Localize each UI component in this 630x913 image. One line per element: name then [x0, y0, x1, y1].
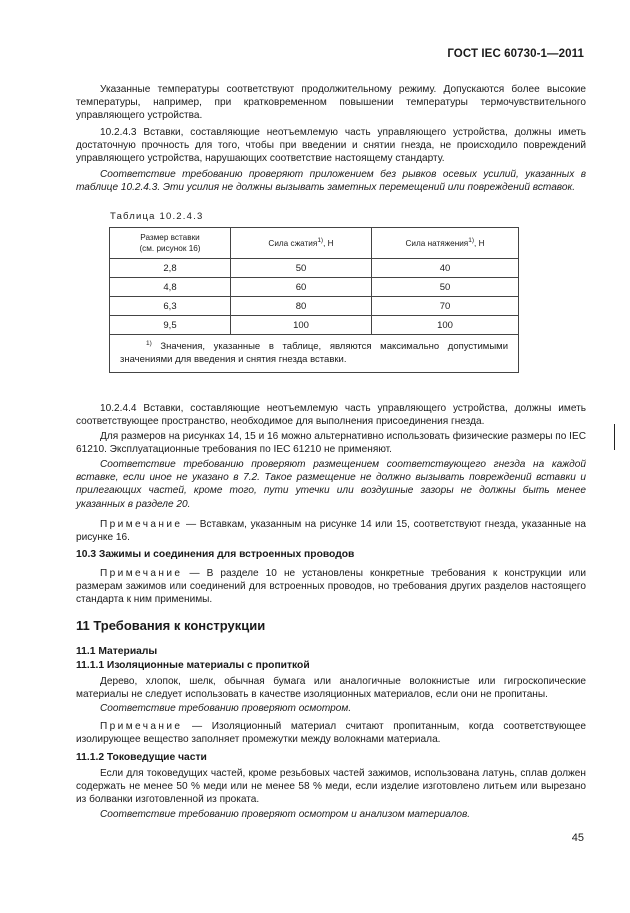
note-impregnated: Примечание — Изоляционный материал считают пропитанным, когда соответствующее изолирующее вещество заполняет промежутки между волокнами материала.	[76, 721, 586, 746]
note-section-10: Примечание — В разделе 10 не установлены конкретные требования к конструкции или размерам зажимов или соединений для встроенных проводов, но требования других разделов настоящего стандарта к ним применимы.	[76, 568, 586, 606]
cell-compression: 100	[231, 316, 372, 335]
col-header-size: Размер вставки (см. рисунок 16)	[110, 228, 231, 259]
table-row	[110, 259, 519, 278]
table-header-row	[110, 228, 519, 259]
table-row	[110, 297, 519, 316]
paragraph-brass: Если для токоведущих частей, кроме резьбовых частей зажимов, использована латунь, сплав должен содержать не менее 50 % меди или не менее 58 % меди, если изделие изготовлено литьем или вырезано из болванки изготовленной из проката.	[76, 768, 586, 806]
paragraph-compliance-1: Соответствие требованию проверяют приложением без рывков осевых усилий, указанных в таблице 10.2.4.3. Эти усилия не должны вызывать заметных перемещений или повреждений вставок.	[76, 169, 586, 194]
heading-11-1-2: 11.1.2 Токоведущие части	[76, 752, 207, 763]
cell-size: 2,8	[110, 259, 231, 278]
table-row	[110, 316, 519, 335]
cell-size: 4,8	[110, 278, 231, 297]
paragraph-iec-61210: Для размеров на рисунках 14, 15 и 16 можно альтернативно использовать физические размеры по IEC 61210. Эксплуатационные требования по IEC 61210 не применяют.	[76, 431, 586, 456]
col-header-compression: Сила сжатия$^{1)}$, Н	[231, 228, 372, 259]
heading-10-3: 10.3 Зажимы и соединения для встроенных проводов	[76, 549, 355, 560]
table-footnote-row	[110, 335, 519, 373]
paragraph-compliance-4: Соответствие требованию проверяют осмотром и анализом материалов.	[100, 809, 471, 820]
forces-table	[109, 227, 519, 373]
cell-tension: 40	[372, 259, 519, 278]
cell-tension: 100	[372, 316, 519, 335]
page-number: 45	[571, 832, 584, 844]
change-bar	[614, 424, 615, 450]
heading-11-1-1: 11.1.1 Изоляционные материалы с пропиткой	[76, 660, 310, 671]
cell-tension: 50	[372, 278, 519, 297]
col-header-tension: Сила натяжения$^{1)}$, Н	[372, 228, 519, 259]
paragraph-materials: Дерево, хлопок, шелк, обычная бумага или аналогичные волокнистые или гигроскопические материалы не следует использовать в качестве изоляционных материалов, если они не пропитаны.	[76, 676, 586, 701]
paragraph-compliance-2: Соответствие требованию проверяют размещением соответствующего гнезда на каждой вставке, если иное не указано в 7.2. Такое размещение не должно вызывать повреждений вставки и прилегающих частей, кроме того, пути утечки или воздушные зазоры не должны быть менее указанных в разделе 20.	[76, 459, 586, 510]
paragraph-compliance-3: Соответствие требованию проверяют осмотром.	[100, 703, 352, 714]
note-inserts: Примечание — Вставкам, указанным на рисунке 14 или 15, соответствуют гнезда, указанные на рисунке 16.	[76, 519, 586, 544]
cell-compression: 50	[231, 259, 372, 278]
heading-11-1: 11.1 Материалы	[76, 646, 158, 657]
paragraph-temperatures: Указанные температуры соответствуют продолжительному режиму. Допускаются более высокие температуры, например, при кратковременном повышении температуры термочувствительного управляющего устройства.	[76, 84, 586, 122]
heading-11: 11 Требования к конструкции	[76, 618, 266, 633]
cell-tension: 70	[372, 297, 519, 316]
cell-size: 9,5	[110, 316, 231, 335]
table-row	[110, 278, 519, 297]
document-code: ГОСТ IEC 60730-1—2011	[447, 48, 584, 60]
paragraph-10-2-4-4: 10.2.4.4 Вставки, составляющие неотъемлемую часть управляющего устройства, должны иметь соответствующее пространство, необходимое для выполнения присоединения гнезда.	[76, 403, 586, 428]
table-footnote: $^{1)}$ Значения, указанные в таблице, являются максимально допустимыми значениями для введения и снятия гнезда вставки.	[110, 335, 519, 373]
cell-compression: 60	[231, 278, 372, 297]
paragraph-10-2-4-3: 10.2.4.3 Вставки, составляющие неотъемлемую часть управляющего устройства, должны иметь достаточную прочность для того, чтобы при введении и снятии гнезда, не происходило повреждений управляющего устройства, нарушающих соответствие настоящему стандарту.	[76, 127, 586, 165]
table-caption: Таблица 10.2.4.3	[110, 211, 204, 222]
cell-compression: 80	[231, 297, 372, 316]
cell-size: 6,3	[110, 297, 231, 316]
